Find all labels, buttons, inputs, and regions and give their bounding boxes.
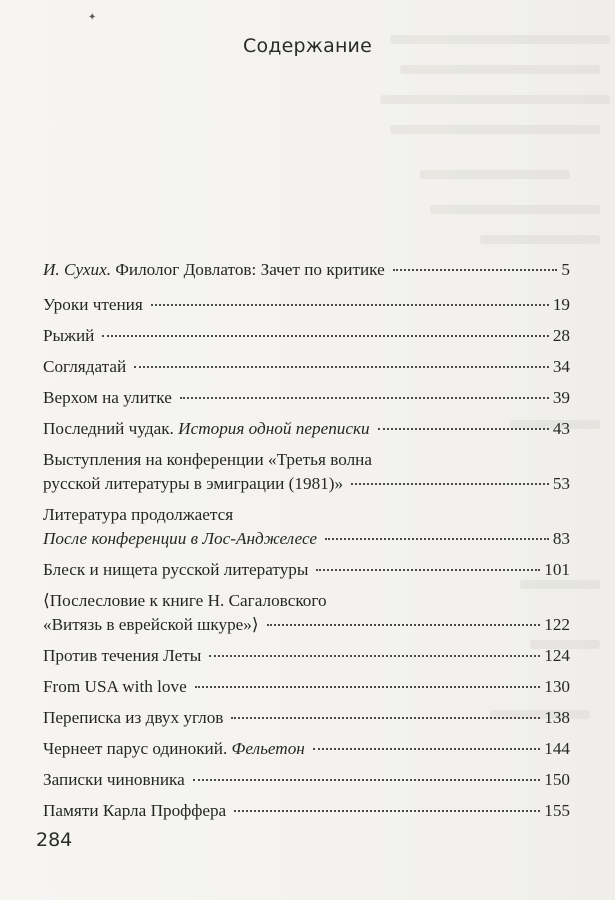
dot-leader: [193, 779, 540, 781]
dot-leader: [102, 335, 548, 337]
toc-entry-title: Соглядатай: [43, 357, 127, 376]
toc-entry-subtitle: История одной переписки: [178, 419, 370, 438]
toc-entry-title: Блеск и нищета русской литературы: [43, 560, 309, 579]
toc-entry-title: Последний чудак.: [43, 419, 174, 438]
toc-entry[interactable]: [43, 448, 570, 496]
page-title: Содержание: [243, 35, 372, 57]
dot-leader: [325, 538, 549, 540]
toc-entry-subtitle: После конференции в Лос-Анджелесе: [43, 529, 318, 548]
toc-entry-title-line1: Выступления на конференции «Третья волна: [43, 450, 372, 469]
toc-entry[interactable]: [43, 503, 570, 551]
toc-entry-page: 43: [552, 419, 570, 438]
toc-entry[interactable]: [43, 258, 570, 282]
dot-leader: [351, 483, 549, 485]
toc-entry[interactable]: [43, 293, 570, 317]
toc-entry-title: Переписка из двух углов: [43, 708, 224, 727]
table-of-contents: [43, 258, 570, 823]
dot-leader: [180, 397, 549, 399]
toc-entry-page: 19: [552, 295, 570, 314]
toc-entry-page: 138: [544, 708, 570, 727]
toc-entry-page: 101: [544, 560, 570, 579]
toc-entry-author: И. Сухих.: [43, 260, 112, 279]
toc-entry-subtitle: Фельетон: [231, 739, 305, 758]
toc-entry[interactable]: [43, 589, 570, 637]
toc-entry[interactable]: [43, 737, 570, 761]
toc-entry-title: Уроки чтения: [43, 295, 143, 314]
dot-leader: [316, 569, 540, 571]
toc-entry-page: 144: [544, 739, 570, 758]
dot-leader: [231, 717, 540, 719]
toc-entry-page: 122: [544, 615, 570, 634]
toc-entry-page: 34: [552, 357, 570, 376]
dot-leader: [313, 748, 540, 750]
dot-leader: [378, 428, 549, 430]
toc-entry[interactable]: [43, 706, 570, 730]
dot-leader: [195, 686, 541, 688]
toc-entry[interactable]: [43, 644, 570, 668]
toc-entry[interactable]: [43, 417, 570, 441]
toc-entry-title: Чернеет парус одинокий.: [43, 739, 228, 758]
toc-entry-title: Против течения Леты: [43, 646, 202, 665]
toc-entry-title: Рыжий: [43, 326, 95, 345]
dot-leader: [151, 304, 549, 306]
toc-entry-title: Верхом на улитке: [43, 388, 172, 407]
toc-entry-title-line1: ⟨Послесловие к книге Н. Сагаловского: [43, 591, 327, 610]
dot-leader: [234, 810, 540, 812]
toc-entry[interactable]: [43, 386, 570, 410]
toc-entry-title: Записки чиновника: [43, 770, 185, 789]
toc-entry-page: 5: [561, 260, 570, 279]
toc-entry-page: 28: [552, 326, 570, 345]
toc-entry-page: 150: [544, 770, 570, 789]
toc-entry[interactable]: [43, 558, 570, 582]
dot-leader: [209, 655, 540, 657]
toc-entry[interactable]: [43, 768, 570, 792]
toc-entry-title-line2: русской литературы в эмиграции (1981)»: [43, 474, 344, 493]
toc-entry-page: 124: [544, 646, 570, 665]
toc-entry[interactable]: [43, 675, 570, 699]
toc-entry[interactable]: [43, 324, 570, 348]
toc-entry-title-line1: Литература продолжается: [43, 505, 234, 524]
dot-leader: [134, 366, 549, 368]
dot-leader: [393, 269, 558, 271]
print-speck: ✦: [88, 12, 97, 23]
toc-entry-title: Памяти Карла Проффера: [43, 801, 227, 820]
dot-leader: [267, 624, 541, 626]
toc-entry-page: 53: [552, 474, 570, 493]
toc-entry-title: From USA with love: [43, 677, 187, 696]
page-number: 284: [36, 829, 73, 851]
toc-entry[interactable]: [43, 799, 570, 823]
toc-entry-page: 83: [552, 529, 570, 548]
toc-entry-page: 155: [544, 801, 570, 820]
toc-entry-page: 130: [544, 677, 570, 696]
toc-entry-title: Филолог Довлатов: Зачет по критике: [115, 260, 385, 279]
toc-entry-page: 39: [552, 388, 570, 407]
toc-entry[interactable]: [43, 355, 570, 379]
toc-entry-title-line2: «Витязь в еврейской шкуре»⟩: [43, 615, 259, 634]
